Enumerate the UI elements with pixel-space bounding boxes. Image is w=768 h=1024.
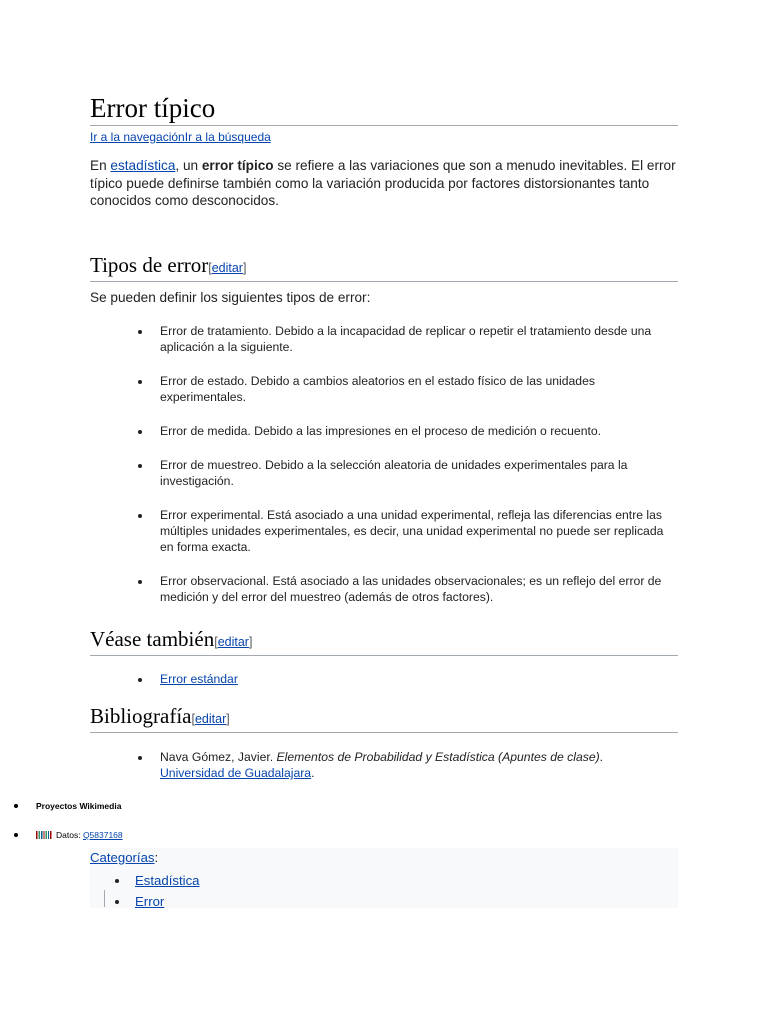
- biblio-sep: .: [599, 750, 604, 764]
- edit-link-vease[interactable]: editar: [217, 635, 249, 649]
- intro-paragraph: [90, 157, 680, 210]
- bullet-dot: [14, 833, 18, 837]
- category-divider: [104, 890, 105, 907]
- edit-section-vease: [214, 635, 252, 649]
- biblio-list: [160, 749, 640, 781]
- section-heading-biblio: [90, 703, 678, 733]
- jump-to-search-link[interactable]: Ir a la búsqueda: [184, 130, 271, 144]
- biblio-author: Nava Gómez, Javier.: [160, 750, 277, 764]
- estadistica-link[interactable]: estadística: [110, 158, 176, 173]
- wikidata-item-link[interactable]: Q5837168: [82, 830, 123, 840]
- intro-bold-term: error típico: [201, 158, 274, 173]
- jump-links: [90, 130, 271, 145]
- category-error-link[interactable]: Error: [135, 894, 165, 909]
- category-list: [135, 870, 200, 912]
- edit-bracket-open: [: [208, 261, 212, 275]
- edit-bracket-open: [: [191, 712, 195, 726]
- intro-text-mid: , un: [175, 158, 202, 173]
- categories-heading: [90, 850, 158, 866]
- jump-to-navigation-link[interactable]: Ir a la navegación: [90, 130, 185, 144]
- page-title: Error típico: [90, 92, 678, 126]
- section-heading-vease: [90, 626, 678, 656]
- category-item: [135, 870, 200, 891]
- error-estandar-link[interactable]: Error estándar: [160, 672, 238, 686]
- intro-text-pre: En: [90, 158, 111, 173]
- wikimedia-label: Proyectos Wikimedia: [36, 801, 122, 811]
- datos-label: Datos:: [56, 830, 83, 840]
- categories-colon: :: [154, 850, 159, 865]
- category-links: [90, 848, 678, 908]
- section-title-biblio: Bibliografía: [90, 704, 192, 728]
- vease-list: [160, 671, 680, 687]
- section-title-vease: Véase también: [90, 627, 215, 651]
- bullet-dot: [14, 804, 18, 808]
- biblio-work: Elementos de Probabilidad y Estadística (Apuntes de clase): [276, 750, 600, 764]
- edit-bracket-close: ]: [242, 261, 247, 275]
- section-title-tipos: Tipos de error: [90, 253, 209, 277]
- wikidata-barcode-icon: [36, 831, 52, 839]
- list-item: Error experimental. Está asociado a una unidad experimental, refleja las diferencias entre las múltiples unidades experimentales, es decir, una unidad experimental no puede ser replicada en forma exacta.: [160, 507, 680, 555]
- list-item: Error de medida. Debido a las impresiones en el proceso de medición o recuento.: [160, 423, 680, 439]
- edit-bracket-open: [: [214, 635, 218, 649]
- categorias-link[interactable]: Categorías: [90, 850, 155, 865]
- list-item: Error de estado. Debido a cambios aleatorios en el estado físico de las unidades experimentales.: [160, 373, 680, 405]
- edit-link-biblio[interactable]: editar: [194, 712, 227, 726]
- wikidata-line: [36, 830, 123, 841]
- tipos-list: [160, 323, 680, 605]
- edit-section-tipos: [208, 261, 246, 275]
- publisher-link[interactable]: Universidad de Guadalajara: [160, 766, 312, 780]
- edit-section-biblio: [191, 712, 229, 726]
- edit-link-tipos[interactable]: editar: [211, 261, 243, 275]
- section-heading-tipos: [90, 252, 678, 282]
- list-item: [160, 671, 680, 687]
- biblio-end: .: [311, 766, 315, 780]
- edit-bracket-close: ]: [226, 712, 230, 726]
- list-item: Error observacional. Está asociado a las unidades observacionales; es un reflejo del error de medición y del error del muestreo (además de otros factores).: [160, 573, 680, 605]
- tipos-lead: Se pueden definir los siguientes tipos de error:: [90, 290, 371, 305]
- category-item: [135, 891, 200, 912]
- intro-text-post: se refiere a las variaciones que son a menudo inevitables. El error típico puede definirse también como la variación producida por factores distorsionantes tanto conocidos como desconocidos.: [90, 158, 676, 208]
- list-item: Error de tratamiento. Debido a la incapacidad de replicar o repetir el tratamiento desde una aplicación a la siguiente.: [160, 323, 680, 355]
- list-item: [160, 749, 640, 781]
- edit-bracket-close: ]: [248, 635, 253, 649]
- category-estadistica-link[interactable]: Estadística: [135, 873, 200, 888]
- list-item: Error de muestreo. Debido a la selección aleatoria de unidades experimentales para la investigación.: [160, 457, 680, 489]
